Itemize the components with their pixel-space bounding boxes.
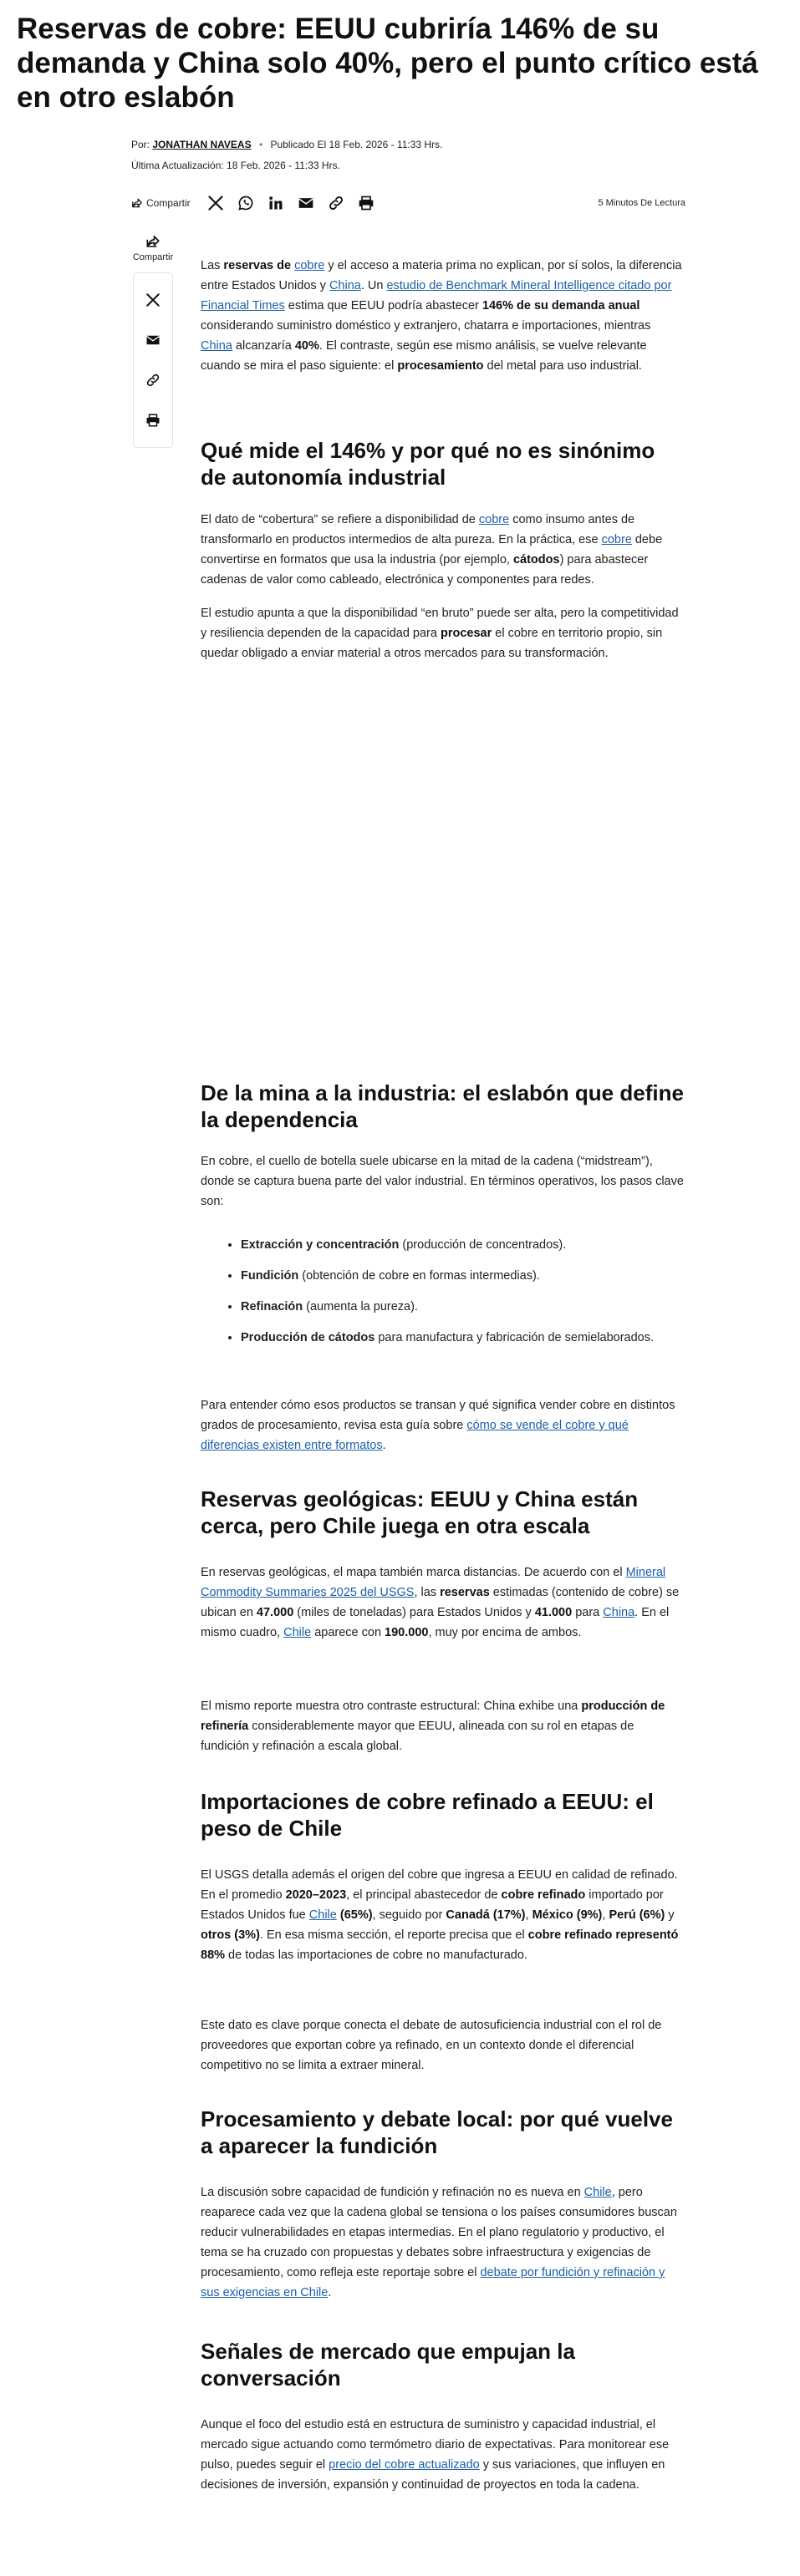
share-linkedin-button[interactable]: [266, 193, 286, 213]
section-heading: Procesamiento y debate local: por qué vuelve a aparecer la fundición: [201, 2106, 673, 2158]
share-label: Compartir: [146, 197, 191, 209]
x-icon: [207, 195, 224, 211]
bold-text: 190.000: [385, 1626, 429, 1639]
bold-text: producción de refinería: [201, 1700, 665, 1733]
share-bar: [131, 192, 685, 214]
email-icon: [145, 333, 161, 348]
text: Para entender cómo esos productos se transan y qué significa vender cobre en distintos grados de procesamiento, revisa esta guía sobre: [201, 1399, 675, 1432]
share-x-button[interactable]: [206, 193, 226, 213]
text: .: [382, 1439, 386, 1452]
side-print-button[interactable]: [143, 410, 163, 430]
bold-text: cobre refinado representó 88%: [201, 1928, 679, 1962]
link-debate-fundicion[interactable]: debate por fundición y refinación y sus exigencias en Chile: [201, 2266, 665, 2299]
text: El USGS detalla además el origen del cobre que ingresa a EEUU en calidad de refinado. En el promedio: [201, 1868, 678, 1902]
text: ,: [602, 1908, 609, 1922]
paragraph: [201, 2182, 685, 2303]
paragraph: [201, 2415, 685, 2495]
link-china[interactable]: China: [201, 339, 232, 353]
list-item: [241, 1328, 685, 1348]
bold-text: reservas de: [223, 259, 292, 272]
bold-text: 40%: [294, 339, 319, 353]
text: , pero reaparece cada vez que la cadena global se tensiona o los países consumidores buscan reducir vulnerabilidades en etapas intermedias. En el plano regulatorio y productivo, el tema se ha cruzado con propuestas y debates sobre infraestructura y exigencias de procesamiento, como refleja este reportaje sobre el: [201, 2186, 677, 2279]
read-time: 5 Minutos De Lectura: [598, 198, 685, 208]
side-share-rail: [125, 234, 181, 448]
paragraph: Este dato es clave porque conecta el debate de autosuficiencia industrial con el rol de proveedores que exportan cobre ya refinado, en un contexto donde el diferencial competitivo no se limita a extraer mineral.: [201, 2019, 662, 2072]
link-icon: [328, 195, 344, 211]
text: El dato de “cobertura” se refiere a disponibilidad de: [201, 513, 479, 526]
list-item: [241, 1266, 685, 1286]
text: considerablemente mayor que EEUU, alineada con su rol en etapas de fundición y refinación a escala global.: [201, 1720, 634, 1753]
text: y: [665, 1908, 675, 1922]
paragraph: [201, 510, 685, 590]
bold-text: cátodos: [512, 553, 560, 567]
text: . El contraste, según ese mismo análisis, se vuelve relevante cuando se mira el paso siguiente: el: [201, 339, 647, 373]
side-share-button[interactable]: [133, 234, 173, 262]
link-benchmark-study[interactable]: estudio de Benchmark Mineral Intelligence citado por Financial Times: [201, 279, 672, 312]
bold-text: Refinación: [241, 1300, 303, 1313]
bold-text: 47.000: [256, 1606, 294, 1619]
section-heading: De la mina a la industria: el eslabón que define la dependencia: [201, 1080, 684, 1132]
list-item: [241, 1235, 685, 1255]
text: como insumo antes de transformarlo en productos intermedios de alta pureza. En la práctica, ese: [201, 513, 635, 546]
bold-text: otros (3%): [201, 1928, 260, 1942]
share-icon: [145, 234, 161, 249]
byline: [131, 139, 442, 150]
paragraph: [201, 1865, 685, 1965]
bold-text: 41.000: [534, 1606, 573, 1619]
link-como-se-vende-cobre[interactable]: cómo se vende el cobre y qué diferencias existen entre formatos: [201, 1419, 629, 1452]
share-whatsapp-button[interactable]: [236, 193, 256, 213]
print-icon: [145, 413, 161, 428]
bold-text: Extracción y concentración: [241, 1238, 400, 1252]
link-china[interactable]: China: [329, 279, 361, 292]
link-cobre[interactable]: cobre: [294, 259, 325, 272]
byline-prefix: Por:: [131, 139, 150, 150]
text: En reservas geológicas, el mapa también marca distancias. De acuerdo con el: [201, 1566, 626, 1579]
print-icon: [358, 195, 375, 211]
side-share-box: [133, 272, 173, 448]
text: , las: [414, 1586, 441, 1599]
share-email-button[interactable]: [296, 193, 316, 213]
section-heading: Reservas geológicas: EEUU y China están cerca, pero Chile juega en otra escala: [201, 1486, 639, 1538]
paragraph: [201, 603, 685, 663]
process-steps-list: [201, 1235, 685, 1359]
section-heading: Qué mide el 146% y por qué no es sinónimo de autonomía industrial: [201, 438, 655, 490]
text: de todas las importaciones de cobre no manufacturado.: [225, 1949, 527, 1962]
text: para manufactura y fabricación de semielaborados.: [375, 1331, 655, 1344]
text: ) para abastecer cadenas de valor como cableado, electrónica y componentes para redes.: [201, 553, 649, 587]
text: y el acceso a materia prima no explican, por sí solos, la diferencia entre Estados Unidos y: [201, 259, 682, 292]
side-share-label: Compartir: [132, 252, 174, 262]
section-heading: Importaciones de cobre refinado a EEUU: el peso de Chile: [201, 1789, 654, 1841]
text: estimadas (contenido de cobre) se ubican en: [201, 1586, 680, 1619]
share-button[interactable]: [131, 197, 191, 209]
text: debe convertirse en formatos que usa la industria (por ejemplo,: [201, 533, 663, 567]
text: importado por Estados Unidos fue: [201, 1888, 664, 1922]
paragraph: [201, 1696, 685, 1756]
text: Aunque el foco del estudio está en estructura de suministro y capacidad industrial, el mercado sigue actuando como termómetro diario de expectativas. Para monitorear ese pulso, puedes seguir el: [201, 2418, 670, 2472]
copy-link-button[interactable]: [326, 193, 346, 213]
text: La discusión sobre capacidad de fundición y refinación no es nueva en: [201, 2186, 584, 2199]
intro-paragraph: [201, 256, 685, 376]
bold-text: 2020–2023: [285, 1888, 347, 1902]
bold-text: Canadá (17%): [446, 1908, 526, 1922]
bold-text: 146% de su demanda anual: [482, 299, 640, 312]
text: , muy por encima de ambos.: [428, 1626, 582, 1639]
text: estima que EEUU podría abastecer: [284, 299, 482, 312]
print-button[interactable]: [356, 193, 376, 213]
text: aparece con: [311, 1626, 385, 1639]
link-icon: [145, 373, 161, 388]
text: (obtención de cobre en formas intermedias).: [298, 1269, 540, 1283]
whatsapp-icon: [237, 195, 254, 211]
text: Las: [201, 259, 224, 272]
link-precio-cobre[interactable]: precio del cobre actualizado: [329, 2458, 480, 2472]
link-chile[interactable]: Chile: [583, 2186, 612, 2199]
side-share-x-button[interactable]: [143, 290, 163, 310]
author-link[interactable]: JONATHAN NAVEAS: [152, 139, 252, 150]
bold-text: México (9%): [532, 1908, 603, 1922]
text: (miles de toneladas) para Estados Unidos y: [293, 1606, 535, 1619]
linkedin-icon: [268, 195, 284, 211]
list-item: [241, 1297, 685, 1317]
byline-separator: •: [258, 139, 263, 150]
bold-text: Producción de cátodos: [241, 1331, 375, 1344]
share-icon: [131, 197, 143, 209]
link-chile[interactable]: Chile: [308, 1908, 337, 1922]
link-usgs-summaries[interactable]: Mineral Commodity Summaries 2025 del USGS: [201, 1566, 666, 1599]
section-heading: Señales de mercado que empujan la conversación: [201, 2339, 575, 2391]
bold-text: Fundición: [241, 1269, 299, 1283]
paragraph: En cobre, el cuello de botella suele ubicarse en la mitad de la cadena (“midstream”), donde se captura buena parte del valor industrial. En términos operativos, los pasos clave son:: [201, 1155, 684, 1208]
published-date: Publicado El 18 Feb. 2026 - 11:33 Hrs.: [270, 139, 443, 150]
article-title: Reservas de cobre: EEUU cubriría 146% de su demanda y China solo 40%, pero el punto crítico está en otro eslabón: [17, 13, 758, 114]
text: . En esa misma sección, el reporte precisa que el: [259, 1928, 528, 1942]
text: para: [572, 1606, 604, 1619]
link-chile[interactable]: Chile: [283, 1626, 312, 1639]
bold-text: cobre refinado: [501, 1888, 586, 1902]
text: (aumenta la pureza).: [303, 1300, 418, 1313]
text: y sus variaciones, que influyen en decisiones de inversión, expansión y continuidad de proyectos en toda la cadena.: [201, 2458, 665, 2492]
text: el cobre en territorio propio, sin quedar obligado a enviar material a otros mercados para su transformación.: [201, 627, 663, 660]
text: (producción de concentrados).: [399, 1238, 567, 1252]
text: alcanzaría: [232, 339, 295, 353]
side-share-email-button[interactable]: [143, 330, 163, 350]
link-china[interactable]: China: [603, 1606, 635, 1619]
text: El mismo reporte muestra otro contraste estructural: China exhibe una: [201, 1700, 582, 1713]
bold-text: (65%): [339, 1908, 373, 1922]
link-cobre[interactable]: cobre: [478, 513, 510, 526]
text: , el principal abastecedor de: [346, 1888, 502, 1902]
side-copy-link-button[interactable]: [143, 370, 163, 390]
text: ,: [525, 1908, 532, 1922]
text: , seguido por: [372, 1908, 446, 1922]
text: . En el mismo cuadro,: [201, 1606, 670, 1639]
bold-text: reservas: [440, 1586, 490, 1599]
text: .: [328, 2286, 332, 2299]
email-icon: [298, 195, 314, 211]
bold-text: procesar: [440, 627, 492, 640]
x-icon: [145, 292, 161, 307]
text: considerando suministro doméstico y extranjero, chatarra e importaciones, mientras: [201, 319, 651, 333]
text: . Un: [360, 279, 387, 292]
paragraph: [201, 1395, 685, 1456]
bold-text: Perú (6%): [609, 1908, 665, 1922]
updated-date: Última Actualización: 18 Feb. 2026 - 11:33 Hrs.: [131, 160, 340, 171]
bold-text: procesamiento: [397, 359, 484, 373]
link-cobre[interactable]: cobre: [601, 533, 632, 546]
text: del metal para uso industrial.: [483, 359, 642, 373]
text: El estudio apunta a que la disponibilidad “en bruto” puede ser alta, pero la competitividad y resiliencia dependen de la capacidad para: [201, 607, 679, 640]
paragraph: [201, 1562, 685, 1643]
